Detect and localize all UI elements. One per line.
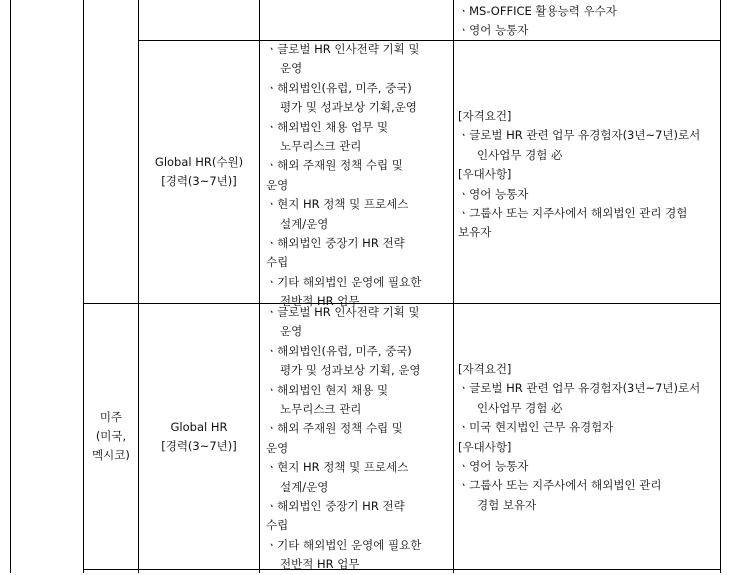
duty-line: ㆍ해외법인(유럽, 미주, 중국)	[266, 343, 412, 358]
req-line: ㆍ영어 능통자	[458, 459, 529, 474]
req-line: 보유자	[458, 225, 492, 240]
req-line: ㆍ영어 능통자	[458, 23, 529, 38]
req-line: [자격요건]	[458, 362, 512, 376]
duty-line: 수립	[266, 518, 289, 533]
req-line: ㆍ글로벌 HR 관련 업무 유경험자(3년~7년)로서	[458, 381, 701, 396]
duty-line: ㆍ기타 해외법인 운영에 필요한	[266, 274, 422, 289]
duty-line: 설계/운영	[280, 216, 329, 231]
duty-line: 설계/운영	[280, 479, 329, 494]
req-line: 경험 보유자	[477, 497, 537, 512]
duty-line: 노무리스크 관리	[280, 402, 362, 417]
duty-line: ㆍ해외 주재원 정책 수립 및	[266, 158, 403, 173]
position-title: Global HR	[170, 419, 228, 434]
duty-line: ㆍ글로벌 HR 인사전략 기획 및	[266, 305, 420, 319]
row-1-position	[139, 41, 259, 303]
duty-line: ㆍ기타 해외법인 운영에 필요한	[266, 537, 422, 552]
duty-line: ㆍ해외법인(유럽, 미주, 중국)	[266, 80, 412, 95]
position-career: [경력(3~7년)]	[161, 174, 237, 188]
duty-line: ㆍ해외법인 중장기 HR 전략	[266, 236, 405, 251]
req-line: 인사업무 경험 必	[477, 147, 563, 162]
req-line: ㆍ그룹사 또는 지주사에서 해외법인 관리	[458, 478, 662, 493]
duty-line: ㆍ글로벌 HR 인사전략 기획 및	[266, 42, 420, 56]
duty-line: 운영	[280, 324, 303, 339]
duty-line: ㆍ현지 HR 정책 및 프로세스	[266, 197, 409, 212]
row-1-requirements	[458, 107, 720, 243]
duty-line: 평가 및 성과보상 기획, 운영	[280, 363, 421, 378]
duty-line: 수립	[266, 255, 289, 270]
req-line: [자격요건]	[458, 109, 512, 123]
row-2-requirements	[458, 360, 720, 515]
duty-line: 전반적 HR 업무	[280, 557, 360, 572]
duty-line: ㆍ해외 주재원 정책 수립 및	[266, 421, 403, 436]
row-0-requirements	[458, 2, 718, 41]
grid-line-col3	[259, 0, 260, 573]
duty-line: ㆍ해외법인 채용 업무 및	[266, 119, 389, 134]
row-2-position	[139, 304, 259, 569]
region-line: (미국,	[95, 429, 127, 443]
duty-line: 운영	[266, 177, 289, 192]
req-line: [우대사항]	[458, 439, 512, 454]
row-1-duties	[266, 40, 454, 312]
req-line: 인사업무 경험 必	[477, 400, 563, 415]
row-2-region	[84, 304, 138, 569]
region-line: 멕시코)	[92, 448, 130, 462]
position-title: Global HR(수원)	[154, 155, 244, 169]
duty-line: 운영	[266, 440, 289, 455]
position-career: [경력(3~7년)]	[161, 438, 237, 453]
grid-line-right	[720, 0, 721, 573]
grid-line-left	[10, 0, 11, 573]
req-line: ㆍMS-OFFICE 활용능력 우수자	[458, 4, 617, 18]
req-line: ㆍ영어 능통자	[458, 186, 529, 201]
req-line: ㆍ글로벌 HR 관련 업무 유경험자(3년~7년)로서	[458, 128, 701, 143]
duty-line: 노무리스크 관리	[280, 139, 362, 154]
req-line: ㆍ미국 현지법인 근무 유경험자	[458, 420, 614, 435]
req-line: [우대사항]	[458, 167, 512, 182]
duty-line: 전반적 HR 업무	[280, 294, 360, 309]
req-line: ㆍ그룹사 또는 지주사에서 해외법인 관리 경험	[458, 206, 688, 221]
duty-line: ㆍ해외법인 현지 채용 및	[266, 382, 389, 397]
duty-line: 운영	[280, 61, 303, 76]
row-2-duties	[266, 303, 454, 575]
region-line: 미주	[99, 410, 123, 424]
duty-line: ㆍ해외법인 중장기 HR 전략	[266, 499, 405, 514]
duty-line: ㆍ현지 HR 정책 및 프로세스	[266, 460, 409, 475]
duty-line: 평가 및 성과보상 기획,운영	[280, 100, 417, 115]
